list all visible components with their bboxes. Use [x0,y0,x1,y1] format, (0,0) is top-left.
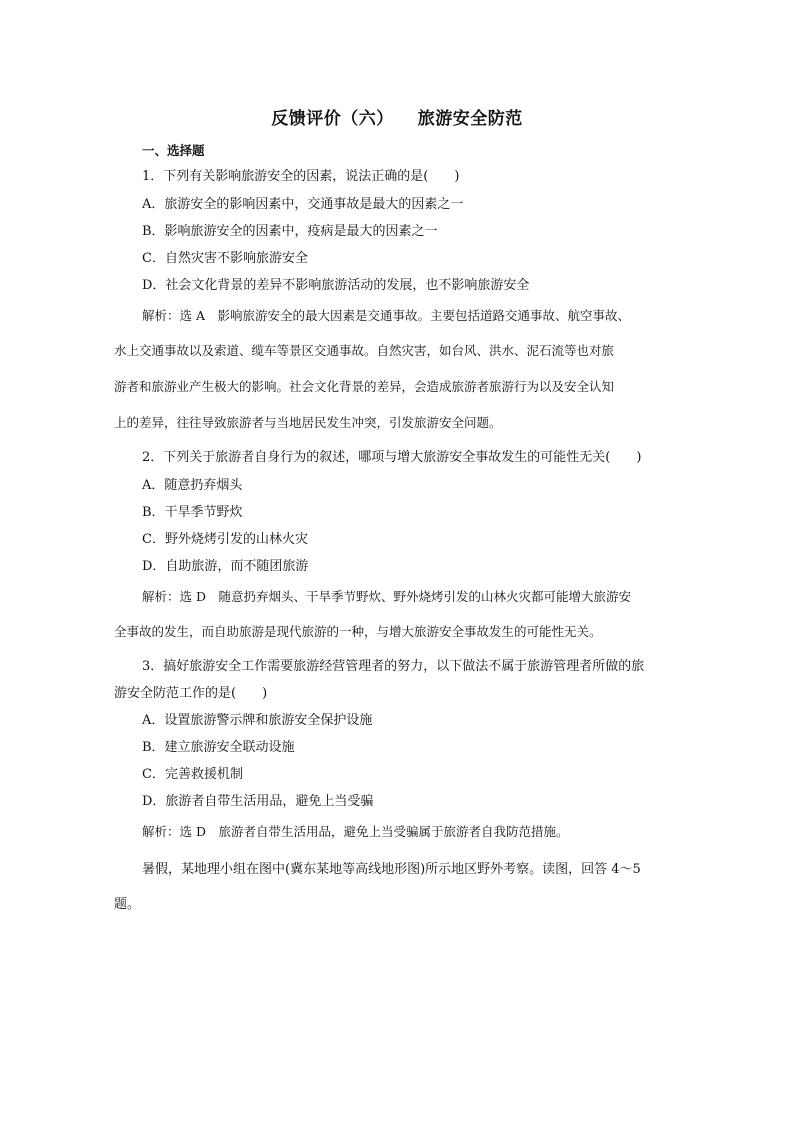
question-3-option-c: C．完善救援机制 [142,767,243,782]
question-1-answer-line-2: 水上交通事故以及索道、缆车等景区交通事故。自然灾害，如台风、洪水、泥石流等也对旅 [114,343,615,358]
question-1-option-b: B．影响旅游安全的因素中，疫病是最大的因素之一 [142,224,438,239]
question-1-stem: 1．下列有关影响旅游安全的因素，说法正确的是( ) [142,169,460,184]
question-3-option-a: A．设置旅游警示牌和旅游安全保护设施 [142,713,373,728]
question-2-option-c: C．野外烧烤引发的山林火灾 [142,532,308,547]
question-2-option-d: D．自助旅游，而不随团旅游 [142,559,309,574]
question-3-option-b: B．建立旅游安全联动设施 [142,740,295,755]
question-2-answer-line-1: 解析：选 D 随意扔弃烟头、干旱季节野炊、野外烧烤引发的山林火灾都可能增大旅游安 [142,589,631,604]
question-2-stem: 2．下列关于旅游者自身行为的叙述，哪项与增大旅游安全事故发生的可能性无关( ) [142,450,642,465]
section-heading: 一、选择题 [142,143,205,158]
material-line-2: 题。 [114,897,141,912]
question-2-answer-line-2: 全事故的发生，而自助旅游是现代旅游的一种，与增大旅游安全事故发生的可能性无关。 [114,624,602,639]
title-main: 反馈评价（六） [271,109,394,129]
question-2-option-a: A．随意扔弃烟头 [142,478,243,493]
question-1-option-d: D．社会文化背景的差异不影响旅游活动的发展，也不影响旅游安全 [142,278,530,293]
question-1-answer-line-3: 游者和旅游业产生极大的影响。社会文化背景的差异，会造成旅游者旅游行为以及安全认知 [114,379,615,394]
title-sub: 旅游安全防范 [417,109,523,129]
question-2-option-b: B．干旱季节野炊 [142,505,243,520]
question-1-option-c: C．自然灾害不影响旅游安全 [142,251,308,266]
question-3-stem-line-1: 3．搞好旅游安全工作需要旅游经营管理者的努力，以下做法不属于旅游管理者所做的旅 [142,659,645,674]
question-1-answer-line-1: 解析：选 A 影响旅游安全的最大因素是交通事故。主要包括道路交通事故、航空事故、 [142,308,631,323]
material-line-1: 暑假，某地理小组在图中(冀东某地等高线地形图)所示地区野外考察。读图，回答 4～5 [142,862,641,877]
page-title [0,104,794,129]
question-3-option-d: D．旅游者自带生活用品，避免上当受骗 [142,794,374,809]
question-3-stem-line-2: 游安全防范工作的是( ) [114,686,268,701]
question-3-answer-line-1: 解析：选 D 旅游者自带生活用品，避免上当受骗属于旅游者自我防范措施。 [142,824,569,839]
question-1-option-a: A．旅游安全的影响因素中，交通事故是最大的因素之一 [142,197,464,212]
question-1-answer-line-4: 上的差异，往往导致旅游者与当地居民发生冲突，引发旅游安全问题。 [114,415,502,430]
